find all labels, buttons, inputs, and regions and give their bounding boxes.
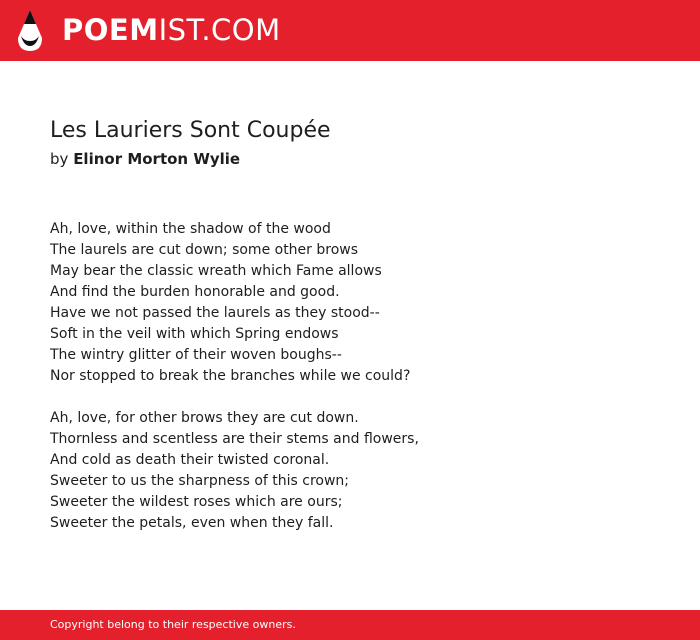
poem-line: May bear the classic wreath which Fame allows: [50, 263, 382, 279]
poem-line: Ah, love, for other brows they are cut down.: [50, 410, 359, 426]
site-header: [0, 0, 700, 61]
stanza: [50, 219, 650, 387]
stanza: [50, 408, 650, 534]
poem-line: Sweeter the petals, even when they fall.: [50, 515, 334, 531]
poem-line: The laurels are cut down; some other brows: [50, 242, 359, 258]
site-footer: [0, 610, 700, 640]
logo-text-light: IST.COM: [158, 13, 281, 47]
poem-line: Have we not passed the laurels as they stood--: [50, 305, 380, 321]
logo-text-bold: POEM: [62, 13, 159, 47]
poem-line: Sweeter the wildest roses which are ours;: [50, 494, 343, 510]
poem-line: And cold as death their twisted coronal.: [50, 452, 330, 468]
copyright-notice: Copyright belong to their respective owners.: [50, 618, 296, 631]
poem-line: Sweeter to us the sharpness of this crown;: [50, 473, 350, 489]
poem-title: Les Lauriers Sont Coupée: [50, 118, 331, 143]
poem-line: Soft in the veil with which Spring endows: [50, 326, 339, 342]
pencil-tip-icon[interactable]: [18, 10, 42, 51]
poem-line: And find the burden honorable and good.: [50, 284, 340, 300]
site-logo[interactable]: [62, 12, 281, 48]
poem-line: Nor stopped to break the branches while we could?: [50, 368, 411, 384]
author-name: Elinor Morton Wylie: [73, 150, 241, 168]
by-label: by: [50, 150, 69, 168]
poem-line: Ah, love, within the shadow of the wood: [50, 221, 331, 237]
poem-line: Thornless and scentless are their stems and flowers,: [50, 431, 419, 447]
poem-line: The wintry glitter of their woven boughs--: [50, 347, 342, 363]
poem-byline: [50, 149, 240, 169]
poem-body: [50, 219, 650, 555]
